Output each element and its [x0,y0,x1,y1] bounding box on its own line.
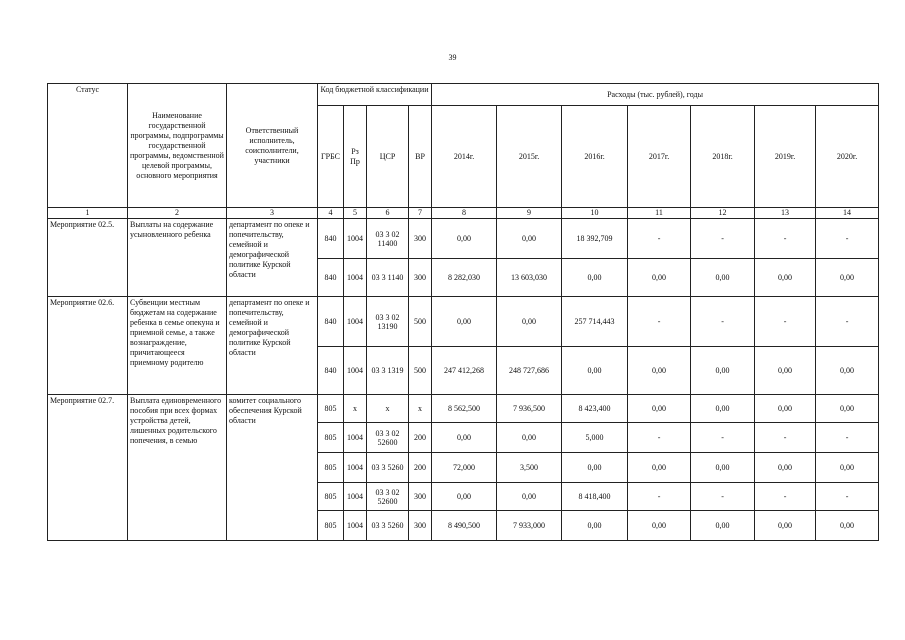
expense-value-cell: 7 933,000 [497,511,562,541]
expense-value-cell: 18 392,709 [562,219,628,259]
expense-value-cell: 0,00 [691,347,755,395]
rzpr-cell: 1004 [344,219,367,259]
expense-value-cell: - [628,297,691,347]
header-csr: ЦСР [367,106,409,208]
program-name-cell: Выплата единовременного пособия при всех формах устройства детей, лишенных родительского попечения, в семью [128,395,227,541]
rzpr-cell: 1004 [344,483,367,511]
column-index: 8 [432,208,497,219]
expense-value-cell: 0,00 [691,511,755,541]
expense-value-cell: 13 603,030 [497,259,562,297]
vr-cell: 300 [409,511,432,541]
expense-value-cell: 0,00 [562,259,628,297]
column-index: 1 [48,208,128,219]
vr-cell: 500 [409,297,432,347]
header-year: 2017г. [628,106,691,208]
expense-value-cell: - [755,219,816,259]
table-body [48,219,879,541]
header-status: Статус [48,84,128,208]
expense-value-cell: 0,00 [497,219,562,259]
expense-value-cell: 0,00 [755,347,816,395]
expense-value-cell: 247 412,268 [432,347,497,395]
expense-value-cell: 8 282,030 [432,259,497,297]
page-number: 39 [448,53,457,62]
expense-value-cell: 0,00 [691,453,755,483]
header-name: Наименование государственной программы, подпрограммы государственной программы, ведомственной целевой программы, основного мероприятия [128,84,227,208]
expense-value-cell: 0,00 [816,347,879,395]
rzpr-cell: 1004 [344,347,367,395]
header-code-group: Код бюджетной классификации [318,84,432,106]
expense-value-cell: 0,00 [497,423,562,453]
grbs-cell: 805 [318,423,344,453]
expense-value-cell: 0,00 [562,511,628,541]
header-executor: Ответственный исполнитель, соисполнители, участники [227,84,318,208]
status-cell: Мероприятие 02.7. [48,395,128,541]
expense-value-cell: 0,00 [628,511,691,541]
csr-cell: 03 3 5260 [367,453,409,483]
rzpr-cell: 1004 [344,259,367,297]
vr-cell: 500 [409,347,432,395]
expense-value-cell: - [816,297,879,347]
expense-value-cell: 0,00 [628,347,691,395]
rzpr-cell: х [344,395,367,423]
csr-cell: 03 3 1140 [367,259,409,297]
table-row [48,297,879,347]
expense-value-cell: - [691,297,755,347]
expense-value-cell: 0,00 [562,453,628,483]
expense-value-cell: - [691,483,755,511]
executor-cell: департамент по опеке и попечительству, семейной и демографической политике Курской области [227,297,318,395]
column-index: 2 [128,208,227,219]
column-index: 12 [691,208,755,219]
grbs-cell: 805 [318,483,344,511]
expense-value-cell: 0,00 [755,259,816,297]
csr-cell: 03 3 02 52600 [367,423,409,453]
expense-value-cell: 0,00 [432,219,497,259]
vr-cell: 200 [409,453,432,483]
status-cell: Мероприятие 02.6. [48,297,128,395]
vr-cell: 300 [409,259,432,297]
csr-cell: 03 3 1319 [367,347,409,395]
expense-value-cell: 72,000 [432,453,497,483]
expense-value-cell: 0,00 [755,395,816,423]
expense-value-cell: - [816,483,879,511]
table-row [48,219,879,259]
expense-value-cell: 8 423,400 [562,395,628,423]
expense-value-cell: 0,00 [628,395,691,423]
expense-value-cell: 0,00 [432,297,497,347]
expense-value-cell: 8 562,500 [432,395,497,423]
grbs-cell: 840 [318,297,344,347]
header-year: 2020г. [816,106,879,208]
csr-cell: 03 3 02 11400 [367,219,409,259]
vr-cell: х [409,395,432,423]
rzpr-cell: 1004 [344,297,367,347]
expense-value-cell: 248 727,686 [497,347,562,395]
expense-value-cell: 0,00 [432,483,497,511]
header-grbs: ГРБС [318,106,344,208]
grbs-cell: 805 [318,395,344,423]
column-index: 10 [562,208,628,219]
grbs-cell: 840 [318,219,344,259]
rzpr-cell: 1004 [344,423,367,453]
header-year: 2015г. [497,106,562,208]
rzpr-cell: 1004 [344,511,367,541]
column-index: 13 [755,208,816,219]
rzpr-cell: 1004 [344,453,367,483]
expense-value-cell: - [691,423,755,453]
expense-value-cell: 257 714,443 [562,297,628,347]
header-year: 2016г. [562,106,628,208]
column-index: 5 [344,208,367,219]
column-index: 11 [628,208,691,219]
executor-cell: комитет социального обеспечения Курской области [227,395,318,541]
table-row [48,395,879,423]
column-index: 3 [227,208,318,219]
grbs-cell: 840 [318,347,344,395]
header-rzpr: Рз Пр [344,106,367,208]
grbs-cell: 805 [318,453,344,483]
expense-value-cell: - [628,483,691,511]
status-cell: Мероприятие 02.5. [48,219,128,297]
header-vr: ВР [409,106,432,208]
expense-value-cell: - [755,483,816,511]
header-expenses-group: Расходы (тыс. рублей), годы [432,84,879,106]
column-index: 4 [318,208,344,219]
expense-value-cell: 0,00 [816,395,879,423]
csr-cell: 03 3 02 52600 [367,483,409,511]
expense-value-cell: - [691,219,755,259]
expense-value-cell: 0,00 [755,511,816,541]
expense-value-cell: 0,00 [497,297,562,347]
expense-value-cell: 8 418,400 [562,483,628,511]
program-name-cell: Выплаты на содержание усыновленного ребенка [128,219,227,297]
expense-value-cell: 0,00 [816,259,879,297]
program-name-cell: Субвенции местным бюджетам на содержание ребенка в семье опекуна и приемной семье, а также вознаграждение, причитающееся приемному родителю [128,297,227,395]
expense-value-cell: - [755,423,816,453]
expense-value-cell: - [816,423,879,453]
expense-value-cell: 5,000 [562,423,628,453]
header-year: 2018г. [691,106,755,208]
executor-cell: департамент по опеке и попечительству, семейной и демографической политике Курской области [227,219,318,297]
expense-value-cell: 0,00 [497,483,562,511]
expense-value-cell: - [628,423,691,453]
expense-value-cell: 0,00 [432,423,497,453]
expense-value-cell: 3,500 [497,453,562,483]
expense-value-cell: 0,00 [691,259,755,297]
expense-value-cell: 0,00 [628,259,691,297]
column-index-row [48,208,879,219]
vr-cell: 200 [409,423,432,453]
expense-value-cell: 0,00 [755,453,816,483]
expense-value-cell: 0,00 [628,453,691,483]
expense-value-cell: 0,00 [816,453,879,483]
expense-value-cell: 8 490,500 [432,511,497,541]
csr-cell: 03 3 5260 [367,511,409,541]
column-index: 6 [367,208,409,219]
expense-value-cell: 0,00 [691,395,755,423]
expense-value-cell: 0,00 [816,511,879,541]
grbs-cell: 805 [318,511,344,541]
header-year: 2014г. [432,106,497,208]
csr-cell: х [367,395,409,423]
column-index: 9 [497,208,562,219]
expense-value-cell: - [628,219,691,259]
expense-value-cell: 0,00 [562,347,628,395]
column-index: 7 [409,208,432,219]
csr-cell: 03 3 02 13190 [367,297,409,347]
vr-cell: 300 [409,483,432,511]
expense-value-cell: - [755,297,816,347]
expense-value-cell: 7 936,500 [497,395,562,423]
grbs-cell: 840 [318,259,344,297]
column-index: 14 [816,208,879,219]
expense-value-cell: - [816,219,879,259]
vr-cell: 300 [409,219,432,259]
header-year: 2019г. [755,106,816,208]
budget-table [47,83,879,541]
